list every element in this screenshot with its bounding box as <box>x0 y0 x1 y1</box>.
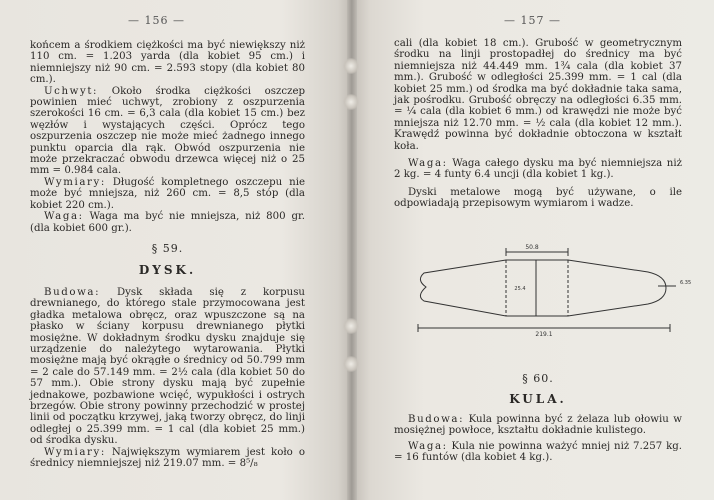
binding-hole <box>343 94 359 110</box>
left-text-bottom <box>30 287 305 470</box>
paragraph-budowa <box>30 287 305 447</box>
paragraph-waga-dysk <box>394 158 682 181</box>
text-budowa: Dysk składa się z korpusu drewnianego, do którego stale przymocowana jest gładka metalowa obręcz, oraz wpuszczone są na płasko w ściany korpusu drewnianego płytki mosiężne. W dokładnym środku dysku znajduje się urządzenie do należytego wytarowania. Płytki mosiężne mają być okrągłe o średnicy od 50.799 mm = 2 cale do 57.149 mm. = 2½ cala (dla kobiet 50 do 57 mm.). Obie strony dysku mają być zupełnie jednakowe, pozbawione wcięć, wypukłości i ostrych brzegów. Obie strony powinny przechodzić w prostej linii od początku krzywej, jaką tworzy obręcz, do linji odległej o 25.399 mm. = 1 cal (dla kobiet 25 mm.) od środka dysku. <box>30 287 305 447</box>
paragraph-distance: końcem a środkiem ciężkości ma być niewiększy niż 110 cm. = 1.203 yarda (dla kobiet 95 cm.) i niemniejszy niż 90 cm. = 2.593 stopy (dla kobiet 80 cm.). <box>30 40 305 86</box>
paragraph-budowa-kula <box>394 414 682 437</box>
label-budowa: Budowa: <box>44 287 101 298</box>
label-uchwyt: Uchwyt: <box>44 85 99 97</box>
discus-diagram <box>408 240 708 336</box>
label-wymiary2: Wymiary: <box>44 446 106 458</box>
label-waga: Waga: <box>44 211 84 223</box>
text-uchwyt: Około środka ciężkości oszczep powinien mieć uchwyt, zrobiony z oszpurzenia szerokości 16 cm. = 6,3 cala (dla kobiet 15 cm.) bez węzłów i wystających części. Oprócz tego oszpurzenia oszczep nie może mieć żadnego innego punktu oparcia dla rąk. Obwód oszpurzenia nie może przekraczać obwodu drzewca więcej niż o 25 mm = 0.984 cala. <box>30 85 305 177</box>
paragraph-uchwyt <box>30 86 305 177</box>
binding-hole <box>343 318 359 334</box>
paragraph-waga-kula <box>394 441 682 464</box>
label-waga-kula: Waga: <box>408 440 448 452</box>
diagram-label-edge: 6.35 <box>680 280 692 286</box>
text-waga-kula: Kula nie powinna ważyć mniej niż 7.257 kg. = 16 funtów (dla kobiet 4 kg.). <box>394 440 682 464</box>
section-number-59: § 59. <box>151 242 184 255</box>
paragraph-wymiary <box>30 177 305 211</box>
paragraph-metal-note: Dyski metalowe mogą być używane, o ile odpowiadają przepisowym wymiarom i wadze. <box>394 186 682 210</box>
label-budowa-kula: Budowa: <box>408 414 465 425</box>
text-wymiary2: Największym wymiarem jest koło o średnicy niemniejszej niż 219.07 mm. = 8⁵/₈ <box>30 446 305 470</box>
diagram-label-bottom: 219.1 <box>535 331 553 336</box>
book-gutter <box>347 0 357 500</box>
text-waga-dysk: Waga całego dysku ma być niemniejsza niż 2 kg. = 4 funty 6.4 uncji (dla kobiet 1 kg.). <box>394 158 682 181</box>
section-number-60: § 60. <box>522 372 554 385</box>
label-wymiary: Wymiary: <box>44 176 106 188</box>
diagram-label-top: 50.8 <box>525 244 539 251</box>
left-text-top <box>30 40 305 234</box>
paragraph-wymiary2 <box>30 447 305 470</box>
diagram-label-inner: 25.4 <box>514 286 526 292</box>
page-number-156: — 156 — <box>128 14 185 27</box>
right-text-top <box>394 38 682 210</box>
text-wymiary: Długość kompletnego oszczepu nie może być mniejsza, niż 260 cm. = 8,5 stóp (dla kobiet 220 cm.). <box>30 176 305 211</box>
binding-hole <box>343 58 359 74</box>
paragraph-dimensions-cont: cali (dla kobiet 18 cm.). Grubość w geometrycznym środku na linji prostopadłej do średnicy ma być niemniejsza niż 44.449 mm. 1¾ cala (dla kobiet 37 mm.). Grubość w odległości 25.399 mm. = 1 cal (dla kobiet 25 mm.) od środka ma być dokładnie taka sama, jak pośrodku. Grubość obręczy na odległości 6.35 mm. = ¼ cala (dla kobiet 6 mm.) od krawędzi nie może być mniejsza niż 12.70 mm. = ½ cala (dla kobiet 12 mm.). Krawędź powinna być dokładnie obtoczona w kształt koła. <box>394 38 682 152</box>
right-page <box>352 0 714 500</box>
discus-profile <box>420 260 666 316</box>
binding-hole <box>343 356 359 372</box>
text-budowa-kula: Kula powinna być z żelaza lub ołowiu w mosiężnej powłoce, kształtu dokładnie kulistego. <box>394 414 682 437</box>
section-title-dysk: DYSK. <box>138 263 197 277</box>
label-waga-dysk: Waga: <box>408 158 448 170</box>
paragraph-waga <box>30 211 305 234</box>
text-waga: Waga ma być nie mniejsza, niż 800 gr. (dla kobiet 600 gr.). <box>30 211 305 234</box>
section-title-kula: KULA. <box>509 392 567 406</box>
right-text-bottom <box>394 414 682 464</box>
left-page <box>0 0 352 500</box>
page-number-157: — 157 — <box>504 14 561 27</box>
